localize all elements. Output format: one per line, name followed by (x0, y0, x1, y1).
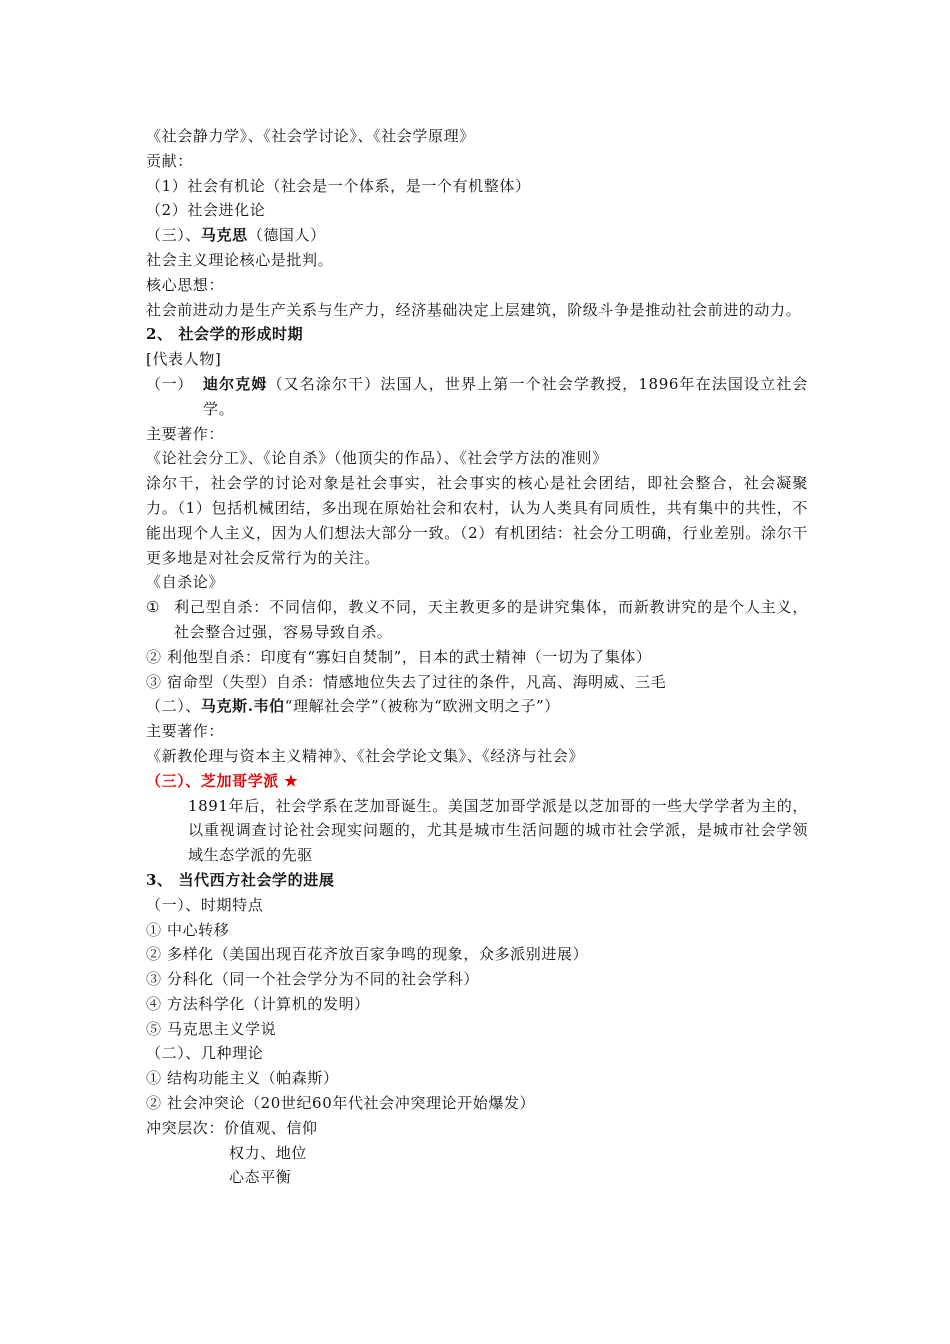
durkheim-paragraph: 涂尔干，社会学的讨论对象是社会事实，社会事实的核心是社会团结，即社会整合，社会凝聚力。（1）包括机械团结，多出现在原始社会和农村，认为人类具有同质性，共有集中的共性，不能出现个人主义，因为人们想法大部分一致。（2）有机团结：社会分工明确，行业差别。涂尔干更多地是对社会反常行为的关注。 (146, 474, 808, 567)
conflict-levels-line-3: 心态平衡 (229, 1168, 292, 1187)
marx-heading (146, 223, 808, 248)
conflict-levels-line-2: 权力、地位 (229, 1143, 308, 1162)
weber-heading-suffix: “理解社会学”（被称为“欧洲文明之子”） (284, 697, 560, 716)
theories-heading: （二）、几种理论 (146, 1044, 264, 1063)
core-idea-paragraph: 社会前进动力是生产关系与生产力，经济基础决定上层建筑，阶级斗争是推动社会前进的动力。 (146, 300, 802, 319)
theory-item-1: ① 结构功能主义（帕森斯） (146, 1069, 339, 1088)
suicide-type-2: ② 利他型自杀：印度有“寡妇自焚制”，日本的武士精神（一切为了集体） (146, 647, 652, 666)
marx-name: 马克思 (200, 226, 248, 245)
feature-item-1: ① 中心转移 (146, 920, 230, 939)
durkheim-heading (146, 372, 808, 422)
contribution-item-1: （1）社会有机论（社会是一个体系，是一个有机整体） (146, 176, 531, 195)
suicide-book-title: 《自杀论》 (146, 573, 225, 592)
marx-heading-prefix: （三）、 (146, 226, 201, 245)
durkheim-works: 《论社会分工》、《论自杀》（他顶尖的作品）、《社会学方法的准则》 (146, 449, 608, 468)
suicide-type-1-text: 利己型自杀：不同信仰，教义不同，天主教更多的是讲究集体，而新教讲究的是个人主义，社会整合过强，容易导致自杀。 (174, 598, 808, 641)
durkheim-heading-prefix: （一） (146, 374, 193, 393)
weber-name: 马克斯.韦伯 (200, 697, 285, 716)
feature-item-3: ③ 分科化（同一个社会学分为不同的社会学科） (146, 970, 479, 989)
main-works-label: 主要著作： (146, 424, 225, 443)
conflict-levels-line-1: 冲突层次：价值观、信仰 (146, 1118, 318, 1137)
core-idea-label: 核心思想： (146, 275, 225, 294)
durkheim-name: 迪尔克姆 (203, 374, 268, 393)
feature-item-2: ② 多样化（美国出现百花齐放百家争鸣的现象，众多派别进展） (146, 945, 589, 964)
spencer-works: 《社会静力学》、《社会学讨论》、《社会学原理》 (146, 127, 475, 145)
durkheim-heading-body (203, 372, 808, 422)
section-2-heading: 2、 社会学的形成时期 (146, 325, 304, 344)
weber-heading (146, 694, 808, 719)
theory-item-2: ② 社会冲突论（20世纪60年代社会冲突理论开始爆发） (146, 1094, 536, 1113)
document-body (146, 124, 808, 1190)
suicide-type-1-number: ① (146, 598, 161, 617)
marx-theory-core: 社会主义理论核心是批判。 (146, 250, 334, 269)
weber-heading-prefix: （二）、 (146, 697, 201, 716)
chicago-school-title: （三）、芝加哥学派 (146, 771, 279, 790)
marx-heading-suffix: （德国人） (247, 226, 326, 245)
suicide-type-1 (146, 595, 808, 645)
contribution-item-2: （2）社会进化论 (146, 201, 266, 220)
star-icon: ★ (284, 771, 299, 790)
weber-works: 《新教伦理与资本主义精神》、《社会学论文集》、《经济与社会》 (146, 746, 585, 765)
chicago-school-paragraph: 1891年后，社会学系在芝加哥诞生。美国芝加哥学派是以芝加哥的一些大学学者为主的，以重视调查讨论社会现实问题的，尤其是城市生活问题的城市社会学派，是城市社会学领域生态学派的先驱 (188, 796, 808, 865)
weber-works-label: 主要著作： (146, 722, 225, 741)
feature-item-5: ⑤ 马克思主义学说 (146, 1019, 277, 1038)
representatives-label: [代表人物] (146, 350, 222, 369)
suicide-type-3: ③ 宿命型（失型）自杀：情感地位失去了过往的条件，凡高、海明威、三毛 (146, 672, 667, 691)
chicago-school-heading (146, 769, 808, 794)
feature-item-4: ④ 方法科学化（计算机的发明） (146, 994, 370, 1013)
section-3-heading: 3、 当代西方社会学的进展 (146, 870, 335, 889)
durkheim-heading-suffix: （又名涂尔干）法国人，世界上第一个社会学教授，1896年在法国设立社会学。 (203, 374, 808, 418)
period-features-heading: （一）、时期特点 (146, 895, 264, 914)
contribution-label: 贡献： (146, 151, 193, 170)
